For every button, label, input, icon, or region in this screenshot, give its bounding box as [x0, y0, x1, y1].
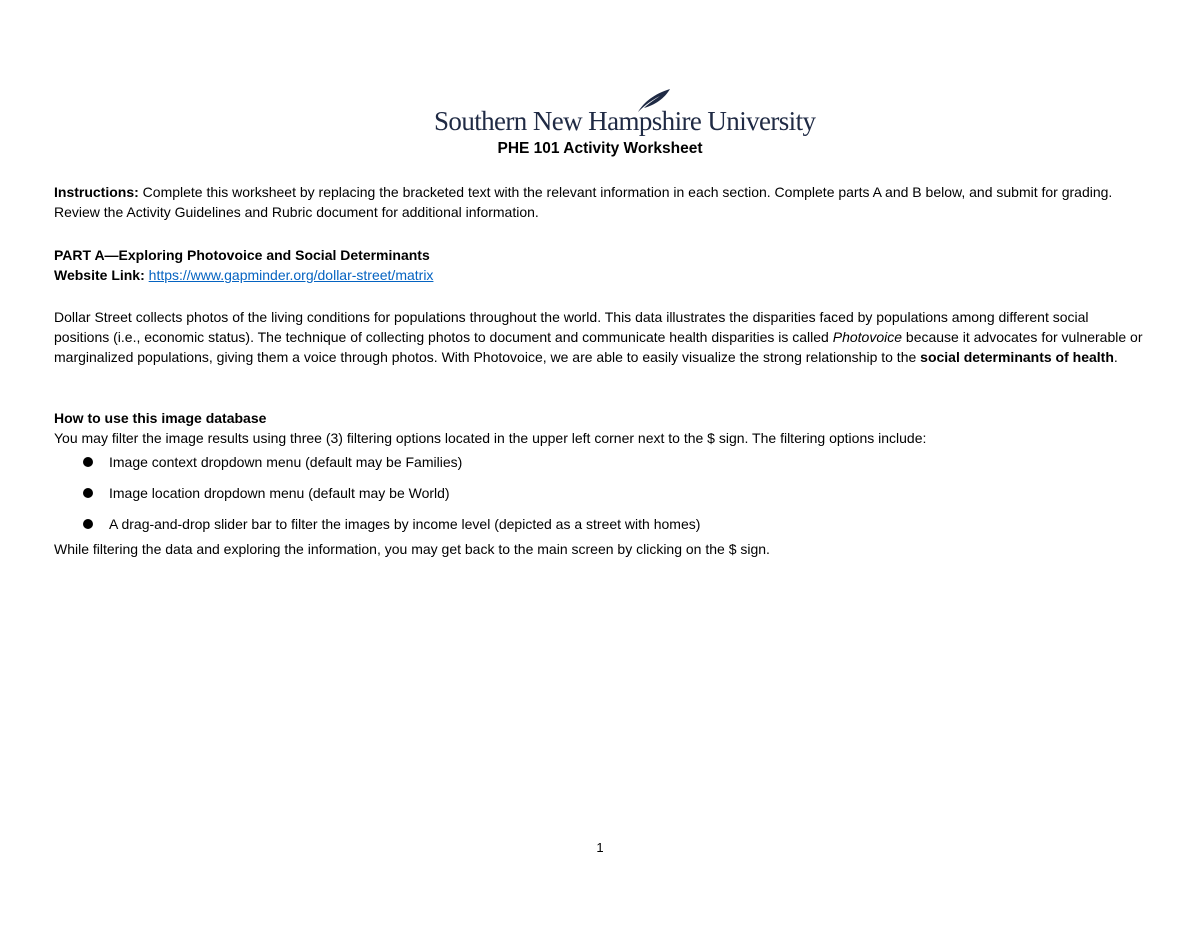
instructions-label: Instructions: [54, 184, 139, 200]
instructions-text: Complete this worksheet by replacing the bracketed text with the relevant information in each section. Complete parts A and B below, and submit for grading. Review the Activity Guidelines and Rubric document for additional information. [54, 184, 1113, 220]
bullet-icon [83, 457, 93, 467]
bullet-icon [83, 519, 93, 529]
howto-lead: You may filter the image results using three (3) filtering options located in the upper left corner next to the $ sign. The filtering options include: [54, 430, 927, 446]
worksheet-title: PHE 101 Activity Worksheet [497, 140, 703, 157]
social-determinants-term: social determinants of health [920, 349, 1114, 365]
howto-section [54, 408, 1144, 559]
intro-text-1: Dollar Street collects photos of the living conditions for populations throughout the world. This data illustrates the disparities faced by populations among different social positions (i.e., economic status). The technique of collecting photos to document and communicate health disparities is called [54, 309, 1089, 345]
part-a-heading: PART A—Exploring Photovoice and Social Determinants [54, 247, 430, 263]
intro-text-2: because it advocates for vulnerable or marginalized populations, giving them a voice through photos. With Photovoice, we are able to easily visualize the strong relationship to the [54, 329, 1143, 365]
howto-heading: How to use this image database [54, 410, 267, 426]
page-number: 1 [596, 840, 604, 855]
intro-text-3: . [1113, 349, 1118, 365]
university-logo [434, 88, 816, 138]
list-item-text: A drag-and-drop slider bar to filter the images by income level (depicted as a street with homes) [109, 516, 701, 532]
part-a-section [54, 245, 1144, 285]
list-item-text: Image context dropdown menu (default may be Families) [109, 454, 463, 470]
logo-wordmark: Southern New Hampshire University [434, 106, 816, 136]
instructions-paragraph [54, 182, 1144, 222]
list-item [54, 483, 1144, 514]
website-link[interactable]: https://www.gapminder.org/dollar-street/matrix [148, 267, 434, 283]
intro-paragraph [54, 307, 1144, 367]
list-item-text: Image location dropdown menu (default may be World) [109, 485, 450, 501]
website-link-label: Website Link: [54, 267, 145, 283]
list-item [54, 452, 1144, 483]
filter-options-list [54, 452, 1144, 545]
photovoice-term: Photovoice [832, 329, 903, 345]
list-item [54, 514, 1144, 545]
howto-closing: While filtering the data and exploring the information, you may get back to the main screen by clicking on the $ sign. [54, 541, 770, 557]
quill-feather-icon [636, 88, 672, 114]
bullet-icon [83, 488, 93, 498]
